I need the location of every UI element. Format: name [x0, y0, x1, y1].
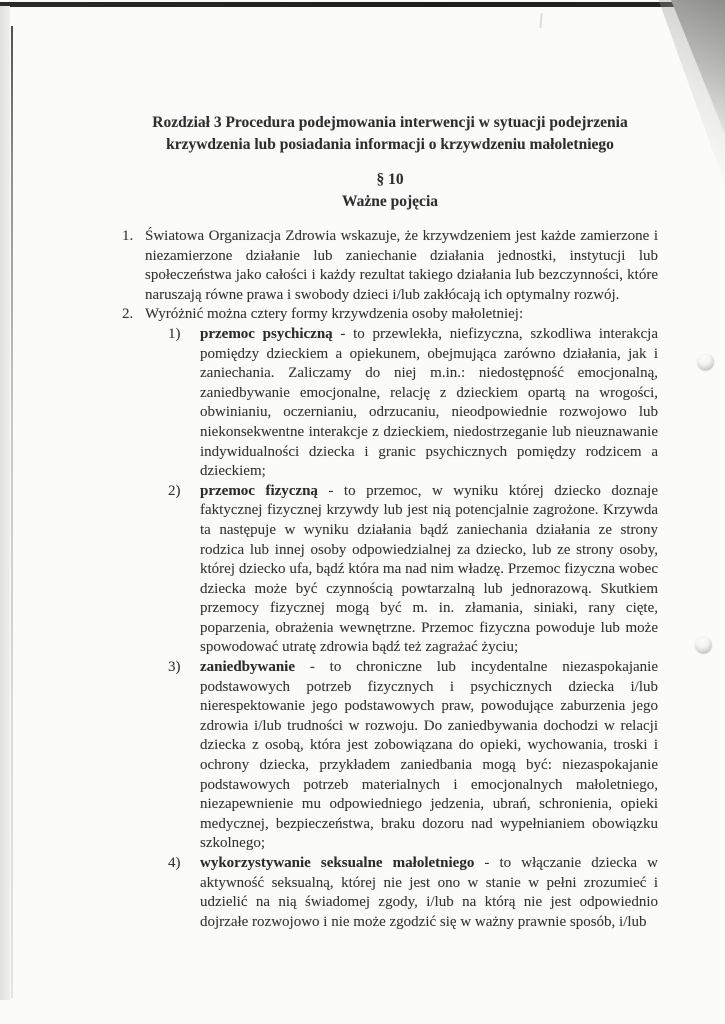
scan-speck: [539, 13, 542, 28]
definition-term: zaniedbywanie: [200, 659, 296, 676]
scan-top-edge: [0, 2, 725, 7]
definition-item-1: [168, 325, 658, 482]
definition-number: 1): [168, 325, 181, 342]
definition-term: przemoc fizyczną: [200, 482, 318, 499]
definition-item-3: [168, 658, 658, 854]
definition-text: przemoc psychiczną - to przewlekła, niefizyczna, szkodliwa interakcja pomiędzy dzieckiem a opiekunem, obejmująca zarówno działania, jak i zaniechania. Zaliczamy do niej m.in.: niedostępność emocjonalną, zaniedbywanie emocjonalne, relację z dzieckiem opartą na wrogości, obwinianiu, oczernianiu, odrzucaniu, nieodpowiednie rozwojowo lub niekonsekwentne interakcje z dzieckiem, niedostrzeganie lub nieuznawanie indywidualności dziecka i granic psychicznych pomiędzy rodzicem a dzieckiem;: [200, 325, 658, 480]
scan-left-strip: [0, 6, 10, 1000]
document-body: [122, 112, 658, 932]
definition-term: przemoc psychiczną: [200, 325, 333, 342]
numbered-list: [122, 227, 658, 932]
item-number: 2.: [122, 306, 134, 323]
item-number: 1.: [122, 228, 134, 244]
list-item-1: [122, 227, 658, 305]
definition-number: 4): [168, 855, 181, 871]
definition-text: wykorzystywanie seksualne małoletniego - to włączanie dziecka w aktywność seksualną, której nie jest ono w stanie w pełni zrozumieć i udzielić na nią świadomej zgody, i/lub na którą nie jest odpowiednio dojrzałe rozwojowo i nie może zgodzić się w ważny prawnie sposób, i/lub: [200, 855, 659, 930]
definition-number: 2): [168, 482, 181, 499]
scan-left-edge-line: [11, 26, 13, 998]
definition-text: przemoc fizyczną - to przemoc, w wyniku której dziecko doznaje faktycznej fizycznej krzywdy lub jest nią potencjalnie zagrożone. Krzywda ta następuje w wyniku działania bądź zaniechania działania ze strony rodzica lub innej osoby odpowiedzialnej za dziecko, lub ze strony osoby, której dziecko ufa, bądź która ma nad nim władzę. Przemoc fizyczna wobec dziecka może być czynnością powtarzalną lub jednorazową. Skutkiem przemocy fizycznej mogą być m. in. złamania, siniaki, rany cięte, poparzenia, obrażenia wewnętrzne. Przemoc fizyczna powoduje lub może spowodować utratę zdrowia bądź też zagrażać życiu;: [200, 482, 659, 656]
section-number: § 10: [376, 171, 404, 188]
item-text: Wyróżnić można cztery formy krzywdzenia osoby małoletniej:: [145, 306, 524, 323]
section-title: Ważne pojęcia: [342, 193, 438, 210]
definition-text: zaniedbywanie - to chroniczne lub incydentalne niezaspokajanie podstawowych potrzeb fizycznych i psychicznych dziecka i/lub nierespektowanie jego podstawowych praw, powodujące zaburzenia jego zdrowia i/lub trudności w rozwoju. Do zaniedbywania dochodzi w relacji dziecka z osobą, która jest zobowiązana do opieki, wychowania, troski i ochrony dziecka, przykładem zaniedbania mogą być: niezaspokajanie podstawowych potrzeb materialnych i emocjonalnych małoletniego, niezapewnienie mu odpowiedniego jedzenia, ubrań, schronienia, opieki medycznej, bezpieczeństwa, braku dozoru nad wypełnianiem obowiązku szkolnego;: [200, 659, 659, 852]
item-text: Światowa Organizacja Zdrowia wskazuje, że krzywdzeniem jest każde zamierzone i niezamierzone działanie lub zaniechanie działania jednostki, instytucji lub społeczeństwa jako całości i każdy rezultat takiego działania lub bezczynności, które naruszają równe prawa i swobody dzieci i/lub zakłócają ich optymalny rozwój.: [145, 228, 658, 303]
definition-term: wykorzystywanie seksualne małoletniego: [200, 855, 475, 871]
chapter-heading: Rozdział 3 Procedura podejmowania interwencji w sytuacji podejrzenia krzywdzenia lub posiadania informacji o krzywdzeniu małoletniego: [152, 114, 628, 153]
list-item-2: [122, 305, 658, 932]
definition-item-2: [168, 482, 658, 658]
definition-item-4: [168, 854, 658, 932]
punch-mark-bottom: [695, 636, 712, 653]
punch-mark-top: [697, 353, 714, 370]
page-corner-fold: [671, 0, 725, 134]
definition-number: 3): [168, 659, 181, 676]
definitions-list: [145, 325, 658, 932]
